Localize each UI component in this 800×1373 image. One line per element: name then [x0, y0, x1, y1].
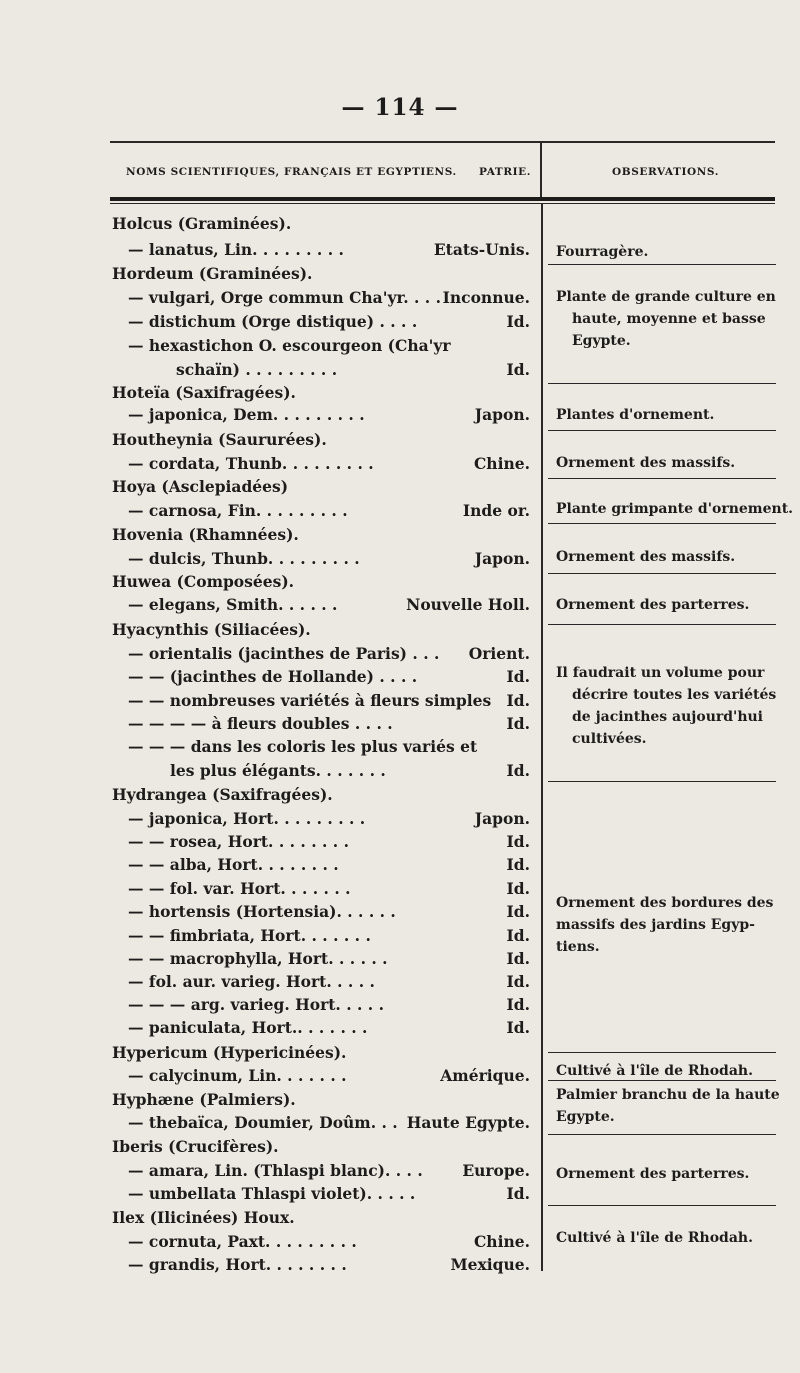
entry-country: Nouvelle Holl. [406, 595, 530, 614]
entry-row [0, 855, 800, 879]
entry-country: Id. [506, 312, 530, 331]
observation-line: de jacinthes aujourd'hui [572, 709, 763, 725]
observation-divider [548, 1052, 776, 1053]
entry-name: — grandis, Hort. . . . . . . . [128, 1255, 347, 1274]
observation-divider [548, 478, 776, 479]
entry-row [0, 972, 800, 996]
entry-country: Id. [506, 879, 530, 898]
entry-row [0, 430, 800, 454]
observation-line: Ornement des parterres. [556, 597, 750, 613]
entry-country: Id. [506, 972, 530, 991]
observation-line: cultivées. [572, 731, 647, 747]
entry-row [0, 240, 800, 264]
entry-row [0, 1255, 800, 1279]
entry-name: Huwea (Composées). [112, 572, 295, 591]
entry-name: — carnosa, Fin. . . . . . . . . [128, 501, 348, 520]
entry-row [0, 336, 800, 360]
entry-row [0, 360, 800, 384]
observation-line: Plantes d'ornement. [556, 407, 715, 423]
entry-country: Chine. [473, 454, 530, 473]
entry-name: — — fimbriata, Hort. . . . . . . [128, 926, 371, 945]
observation-divider [548, 1134, 776, 1135]
observation-line: haute, moyenne et basse [572, 311, 766, 327]
entry-row [0, 832, 800, 856]
entry-name: — — (jacinthes de Hollande) . . . . [128, 667, 418, 686]
entry-row [0, 737, 800, 761]
entry-name: Hoteïa (Saxifragées). [112, 383, 296, 402]
entry-row [0, 572, 800, 596]
entry-name: — vulgari, Orge commun Cha'yr. . . . [128, 288, 441, 307]
header-bottom-rule [110, 197, 775, 201]
entry-name: — hortensis (Hortensia). . . . . . [128, 902, 396, 921]
entry-name: Hovenia (Rhamnées). [112, 525, 299, 544]
observation-divider [548, 573, 776, 574]
entry-country: Id. [506, 995, 530, 1014]
entry-name: Ilex (Ilicinées) Houx. [112, 1208, 295, 1227]
entry-country: Japon. [474, 549, 530, 568]
entry-name: les plus élégants. . . . . . . [170, 761, 386, 780]
entry-row [0, 383, 800, 407]
entry-row [0, 995, 800, 1019]
entry-country: Orient. [468, 644, 530, 663]
entry-name: — distichum (Orge distique) . . . . [128, 312, 418, 331]
entry-country: Id. [506, 1184, 530, 1203]
observation-divider [548, 781, 776, 782]
entry-name: Hordeum (Graminées). [112, 264, 313, 283]
entry-name: Holcus (Graminées). [112, 214, 292, 233]
entry-name: — lanatus, Lin. . . . . . . . . [128, 240, 344, 259]
entry-country: Id. [506, 855, 530, 874]
entry-country: Europe. [462, 1161, 530, 1180]
entry-name: — umbellata Thlaspi violet). . . . . [128, 1184, 416, 1203]
observation-line: décrire toutes les variétés [572, 687, 777, 703]
entry-country: Amérique. [440, 1066, 530, 1085]
page-number: — 114 — [341, 94, 459, 121]
observation-divider [548, 523, 776, 524]
observation-divider [548, 1205, 776, 1206]
observation-divider [548, 624, 776, 625]
entry-row [0, 949, 800, 973]
entry-country: Mexique. [450, 1255, 530, 1274]
entry-name: — — — — à fleurs doubles . . . . [128, 714, 393, 733]
column-header-names: NOMS SCIENTIFIQUES, FRANÇAIS ET EGYPTIENS. [126, 166, 457, 178]
entry-row [0, 809, 800, 833]
observation-divider [548, 430, 776, 431]
entry-name: — hexastichon O. escourgeon (Cha'yr [128, 336, 451, 355]
entry-country: Id. [506, 761, 530, 780]
observation-line: Ornement des massifs. [556, 455, 736, 471]
entry-row [0, 477, 800, 501]
observation-line: Egypte. [556, 1109, 615, 1125]
entry-name: Hyacynthis (Siliacées). [112, 620, 311, 639]
entry-name: — — macrophylla, Hort. . . . . . [128, 949, 388, 968]
entry-name: — — nombreuses variétés à fleurs simples [128, 691, 492, 710]
entry-row [0, 1018, 800, 1042]
header-column-separator [540, 141, 542, 198]
entry-name: — thebaïca, Doumier, Doûm. . . [128, 1113, 398, 1132]
entry-name: — fol. aur. varieg. Hort. . . . . [128, 972, 375, 991]
entry-country: Id. [506, 691, 530, 710]
observation-divider [548, 264, 776, 265]
entry-name: — japonica, Hort. . . . . . . . . [128, 809, 366, 828]
entry-row [0, 214, 800, 238]
column-header-patrie: PATRIE. [479, 166, 532, 178]
entry-name: schaïn) . . . . . . . . . [176, 360, 338, 379]
entry-country: Id. [506, 832, 530, 851]
entry-country: Etats-Unis. [433, 240, 530, 259]
observation-line: Fourragère. [556, 244, 649, 260]
observation-line: Il faudrait un volume pour [556, 665, 765, 681]
entry-name: — elegans, Smith. . . . . . [128, 595, 338, 614]
entry-name: — — rosea, Hort. . . . . . . . [128, 832, 349, 851]
entry-name: — dulcis, Thunb. . . . . . . . . [128, 549, 360, 568]
entry-country: Inconnue. [442, 288, 530, 307]
entry-country: Id. [506, 714, 530, 733]
observation-line: Ornement des massifs. [556, 549, 736, 565]
entry-row [0, 1137, 800, 1161]
column-header-observations: OBSERVATIONS. [612, 166, 719, 178]
entry-row [0, 264, 800, 288]
entry-country: Id. [506, 902, 530, 921]
entry-country: Inde or. [462, 501, 530, 520]
entry-name: — orientalis (jacinthes de Paris) . . . [128, 644, 440, 663]
entry-name: Hydrangea (Saxifragées). [112, 785, 333, 804]
entry-name: — calycinum, Lin. . . . . . . [128, 1066, 347, 1085]
entry-country: Id. [506, 949, 530, 968]
header-bottom-thin-rule [110, 203, 775, 204]
entry-name: — cordata, Thunb. . . . . . . . . [128, 454, 374, 473]
entry-country: Id. [506, 667, 530, 686]
entry-name: — japonica, Dem. . . . . . . . . [128, 405, 365, 424]
entry-name: — — — arg. varieg. Hort. . . . . [128, 995, 384, 1014]
observation-line: Plante grimpante d'ornement. [556, 501, 794, 517]
observation-line: tiens. [556, 939, 600, 955]
observation-line: Egypte. [572, 333, 631, 349]
entry-country: Id. [506, 1018, 530, 1037]
observation-divider [548, 383, 776, 384]
entry-name: Hypericum (Hypericinées). [112, 1043, 347, 1062]
entry-name: Iberis (Crucifères). [112, 1137, 279, 1156]
header-top-rule [110, 141, 775, 143]
observation-line: massifs des jardins Egyp- [556, 917, 755, 933]
entry-name: Houtheynia (Saururées). [112, 430, 327, 449]
entry-name: Hoya (Asclepiadées) [112, 477, 289, 496]
entry-name: — amara, Lin. (Thlaspi blanc). . . . [128, 1161, 423, 1180]
entry-row [0, 785, 800, 809]
entry-country: Chine. [473, 1232, 530, 1251]
entry-name: — — — dans les coloris les plus variés et [128, 737, 478, 756]
entry-country: Japon. [474, 405, 530, 424]
entry-country: Japon. [474, 809, 530, 828]
entry-name: Hyphæne (Palmiers). [112, 1090, 296, 1109]
entry-row [0, 1208, 800, 1232]
entry-country: Id. [506, 926, 530, 945]
observation-line: Plante de grande culture en [556, 289, 776, 305]
entry-name: — — fol. var. Hort. . . . . . . [128, 879, 351, 898]
entry-country: Haute Egypte. [406, 1113, 530, 1132]
observation-line: Cultivé à l'île de Rhodah. [556, 1230, 753, 1246]
observation-line: Ornement des bordures des [556, 895, 774, 911]
observation-divider [548, 1080, 776, 1081]
entry-row [0, 525, 800, 549]
entry-name: — cornuta, Paxt. . . . . . . . . [128, 1232, 357, 1251]
entry-country: Id. [506, 360, 530, 379]
observation-line: Cultivé à l'île de Rhodah. [556, 1063, 753, 1079]
entry-name: — — alba, Hort. . . . . . . . [128, 855, 339, 874]
observation-line: Palmier branchu de la haute [556, 1087, 780, 1103]
observation-line: Ornement des parterres. [556, 1166, 750, 1182]
entry-name: — paniculata, Hort.. . . . . . . [128, 1018, 368, 1037]
